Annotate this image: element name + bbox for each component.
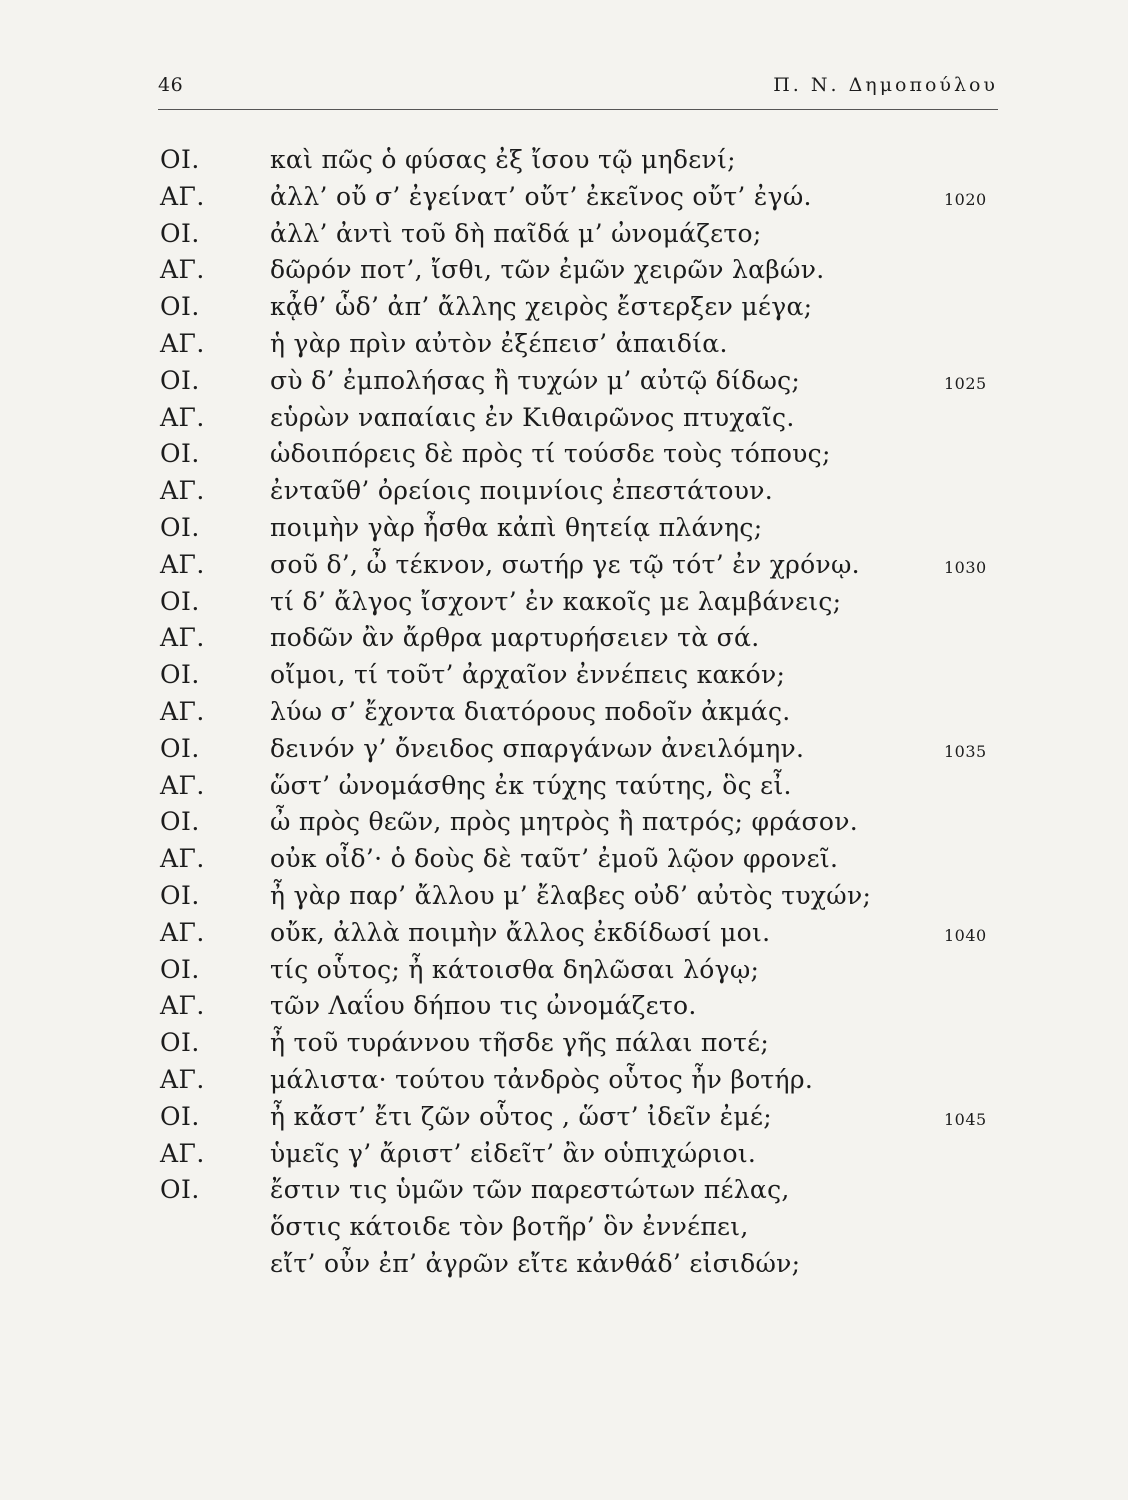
verse-text: σοῦ δ’, ὦ τέκνον, σωτήρ γε τῷ τότ’ ἐν χρόνῳ. [270,549,860,579]
verse-line [0,510,1128,547]
verse-text: σὺ δ’ ἐμπολήσας ἢ τυχών μ’ αὐτῷ δίδως; [270,365,801,395]
verse-line [0,657,1128,694]
speaker-label: ΟΙ. [160,954,200,984]
page-number: 46 [158,74,184,96]
verse-text: λύω σ’ ἔχοντα διατόρους ποδοῖν ἀκμάς. [270,696,791,726]
verse-text: ἦ γὰρ παρ’ ἄλλου μ’ ἔλαβες οὐδ’ αὐτὸς τυχών; [270,880,872,910]
verse-line [0,252,1128,289]
verse-text: τί δ’ ἄλγος ἴσχοντ’ ἐν κακοῖς με λαμβάνεις; [270,586,842,616]
verse-line [0,694,1128,731]
speaker-label: ΟΙ. [160,145,200,174]
verse-line [0,473,1128,510]
speaker-label: ΟΙ. [160,292,200,322]
verse-text: δεινόν γ’ ὄνειδος σπαργάνων ἀνειλόμην. [270,733,805,763]
speaker-label: ΑΓ. [160,476,205,506]
speaker-label: ΑΓ. [160,1138,205,1168]
speaker-label: ΟΙ. [160,439,200,469]
verse-line [0,620,1128,657]
verse-text: ὑμεῖς γ’ ἄριστ’ εἰδεῖτ’ ἂν οὑπιχώριοι. [270,1138,757,1168]
verse-line [0,216,1128,253]
speaker-label: ΟΙ. [160,586,200,616]
speaker-label: ΟΙ. [160,365,200,395]
verse-text: οἴμοι, τί τοῦτ’ ἀρχαῖον ἐννέπεις κακόν; [270,660,786,690]
verse-line [0,436,1128,473]
verse-line [0,547,1128,584]
verse-block [0,142,1128,1283]
speaker-label: ΑΓ. [160,549,205,579]
verse-text: ὡδοιπόρεις δὲ πρὸς τί τούσδε τοὺς τόπους; [270,439,831,469]
verse-line [0,988,1128,1025]
verse-text: ἀλλ’ οὔ σ’ ἐγείνατ’ οὔτ’ ἐκεῖνος οὔτ’ ἐγώ. [270,181,812,211]
line-number: 1020 [944,189,987,209]
line-number: 1040 [944,925,987,945]
speaker-label: ΑΓ. [160,623,205,653]
running-head: Π. Ν. Δημοπούλου [773,74,998,96]
verse-line [0,768,1128,805]
page-header [158,74,998,104]
speaker-label: ΟΙ. [160,660,200,690]
verse-line [0,1025,1128,1062]
verse-text: ἀλλ’ ἀντὶ τοῦ δὴ παῖδά μ’ ὠνομάζετο; [270,218,762,248]
verse-line [0,915,1128,952]
line-number: 1025 [944,373,987,393]
verse-line [0,1172,1128,1209]
verse-text: εὑρὼν ναπαίαις ἐν Κιθαιρῶνος πτυχαῖς. [270,402,795,432]
speaker-label: ΟΙ. [160,218,200,248]
speaker-label: ΟΙ. [160,807,200,837]
line-number: 1045 [944,1109,987,1129]
verse-text: εἴτ’ οὖν ἐπ’ ἀγρῶν εἴτε κἀνθάδ’ εἰσιδών; [270,1248,801,1278]
verse-text: ἦ κἄστ’ ἔτι ζῶν οὗτος , ὥστ’ ἰδεῖν ἐμέ; [270,1101,772,1131]
verse-line [0,804,1128,841]
verse-line [0,1246,1128,1283]
verse-line [0,952,1128,989]
verse-line [0,363,1128,400]
verse-line [0,584,1128,621]
verse-text: ὅστις κάτοιδε τὸν βοτῆρ’ ὃν ἐννέπει, [270,1212,749,1242]
verse-line [0,1062,1128,1099]
verse-line [0,326,1128,363]
speaker-label: ΑΓ. [160,255,205,285]
speaker-label: ΟΙ. [160,1028,200,1058]
verse-text: ἐνταῦθ’ ὀρείοις ποιμνίοις ἐπεστάτουν. [270,476,774,506]
verse-text: ἡ γὰρ πρὶν αὐτὸν ἐξέπεισ’ ἀπαιδία. [270,328,728,358]
verse-text: ἔστιν τις ὑμῶν τῶν παρεστώτων πέλας, [270,1175,790,1205]
verse-text: δῶρόν ποτ’, ἴσθι, τῶν ἐμῶν χειρῶν λαβών. [270,255,825,285]
verse-line [0,400,1128,437]
verse-text: καὶ πῶς ὁ φύσας ἐξ ἴσου τῷ μηδενί; [270,145,736,174]
verse-line [0,1209,1128,1246]
verse-line [0,841,1128,878]
speaker-label: ΟΙ. [160,880,200,910]
speaker-label: ΑΓ. [160,770,205,800]
verse-line [0,1136,1128,1173]
line-number: 1035 [944,741,987,761]
speaker-label: ΑΓ. [160,328,205,358]
verse-text: οὔκ, ἀλλὰ ποιμὴν ἄλλος ἐκδίδωσί μοι. [270,917,771,947]
verse-line [0,142,1128,179]
verse-line [0,289,1128,326]
verse-text: ὥστ’ ὠνομάσθης ἐκ τύχης ταύτης, ὃς εἶ. [270,770,792,800]
verse-line [0,731,1128,768]
verse-text: ὦ πρὸς θεῶν, πρὸς μητρὸς ἢ πατρός; φράσον. [270,807,858,837]
speaker-label: ΑΓ. [160,1064,205,1094]
verse-text: ποδῶν ἂν ἄρθρα μαρτυρήσειεν τὰ σά. [270,623,760,653]
line-number: 1030 [944,557,987,577]
speaker-label: ΑΓ. [160,402,205,432]
verse-text: ἦ τοῦ τυράννου τῆσδε γῆς πάλαι ποτέ; [270,1028,770,1058]
speaker-label: ΑΓ. [160,991,205,1021]
speaker-label: ΟΙ. [160,1101,200,1131]
speaker-label: ΑΓ. [160,844,205,874]
verse-text: ποιμὴν γὰρ ἦσθα κἀπὶ θητείᾳ πλάνης; [270,512,763,542]
speaker-label: ΑΓ. [160,696,205,726]
verse-line [0,1099,1128,1136]
speaker-label: ΑΓ. [160,181,205,211]
verse-text: τῶν Λαΐου δήπου τις ὠνομάζετο. [270,991,697,1021]
verse-text: μάλιστα· τούτου τἀνδρὸς οὗτος ἦν βοτήρ. [270,1064,814,1094]
verse-line [0,179,1128,216]
verse-line [0,878,1128,915]
verse-text: κᾆθ’ ὧδ’ ἀπ’ ἄλλης χειρὸς ἔστερξεν μέγα; [270,292,813,322]
verse-text: τίς οὗτος; ἦ κάτοισθα δηλῶσαι λόγῳ; [270,954,760,984]
speaker-label: ΟΙ. [160,1175,200,1205]
speaker-label: ΑΓ. [160,917,205,947]
speaker-label: ΟΙ. [160,512,200,542]
verse-text: οὐκ οἶδ’· ὁ δοὺς δὲ ταῦτ’ ἐμοῦ λῷον φρονεῖ. [270,844,839,874]
header-rule [158,109,998,110]
speaker-label: ΟΙ. [160,733,200,763]
